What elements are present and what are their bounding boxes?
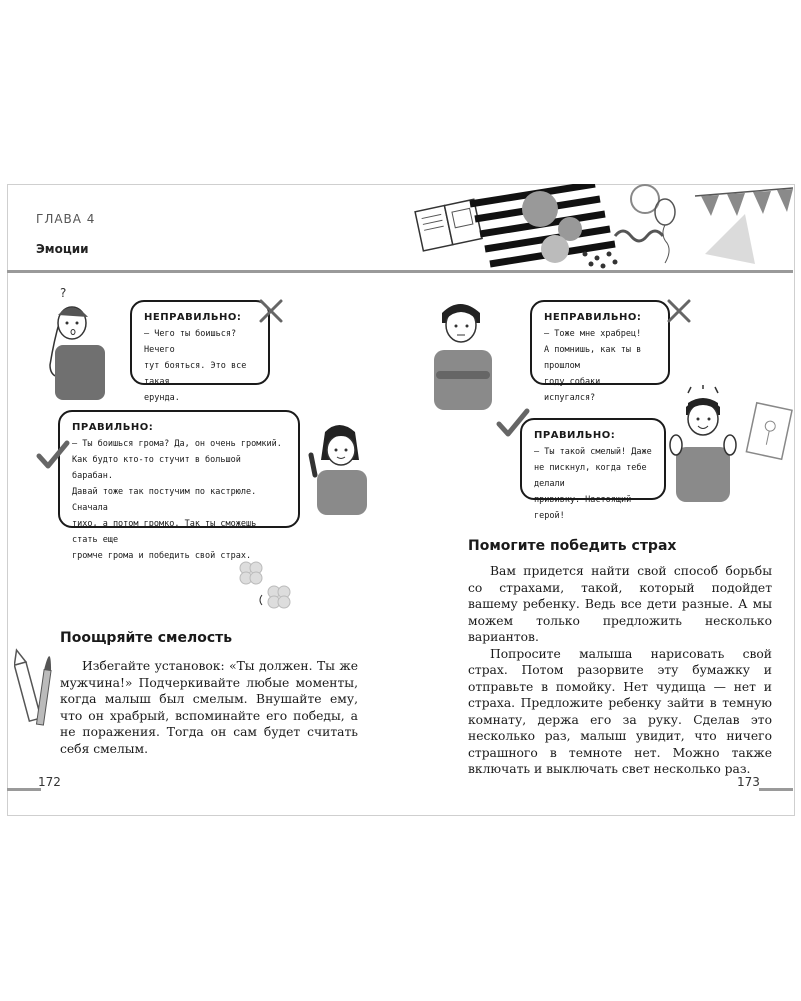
dots-pattern [583,252,618,269]
paragraph-left [60,658,358,757]
smiling-girl-illustration [305,420,370,515]
triangle-decoration [705,214,755,264]
bubble-line: – Тоже мне храбрец! [544,329,642,339]
boy-hands-up-illustration [668,385,738,505]
bubble-line: громче грома и победить свой страх. [72,551,252,561]
bubble-line: Давай тоже так постучим по кастрюле. Сначала [72,487,257,513]
bubble-right-right [520,418,666,521]
bubble-label: НЕПРАВИЛЬНО: [544,312,642,323]
bubble-line: не пискнул, когда тебе делали [534,463,647,489]
bubble-wrong-right [530,300,670,403]
header-decoration [405,184,793,270]
svg-text:?: ? [60,286,67,300]
bubble-line: А помнишь, как ты в прошлом [544,345,642,371]
check-icon [496,408,530,438]
bubble-line: – Ты такой смелый! Даже [534,447,652,457]
boy-crossed-arms-illustration [430,295,495,410]
cross-icon [258,298,284,324]
dot-decoration [541,235,569,263]
bubble-line: – Чего ты боишься? Нечего [144,329,237,355]
bubble-line: году собаки испугался? [544,377,601,403]
bubble-label: ПРАВИЛЬНО: [72,422,154,433]
wave-decoration [615,231,663,241]
chapter-label: ГЛАВА 4 [36,212,96,226]
page-number-left: 172 [38,775,61,789]
bubble-line: – Ты боишься грома? Да, он очень громкий. [72,439,282,449]
cross-icon [666,298,692,324]
footer-rule-left [7,788,41,791]
bubble-label: НЕПРАВИЛЬНО: [144,312,242,323]
page-number-right: 173 [737,775,760,789]
paragraph-right [468,563,772,778]
clover-icon [238,560,293,610]
dot-decoration [522,191,558,227]
bubble-label: ПРАВИЛЬНО: [534,430,616,441]
pencil-brush-icon [14,640,59,730]
header-rule [7,270,793,273]
bubble-wrong-left [130,300,270,403]
bubble-right-left [58,410,300,561]
check-icon [36,440,70,470]
bubble-line: прививку. Настоящий герой! [534,495,632,521]
bunting-icon [695,188,793,216]
heading-defeat-fear: Помогите победить страх [468,538,677,554]
paragraph-text: Вам придется найти свой способ борьбы со страхами, такой, который подойдет вашему ребенку. Ведь все дети разные. А мы можем только предложить несколько вариантов. [468,564,772,644]
footer-rule-right [759,788,793,791]
drawing-paper-icon [745,400,793,465]
bubble-line: тут бояться. Это все такая [144,361,247,387]
bubble-line: Как будто кто-то стучит в большой барабан. [72,455,241,481]
paragraph-text: Избегайте установок: «Ты должен. Ты же мужчина!» Подчеркивайте любые моменты, когда малыш был смелым. Внушайте ему, что он храбрый, вспоминайте его победы, а не поражения. Тогда он сам будет считать себя смелым. [60,659,358,756]
paragraph-text: Попросите малыша нарисовать свой страх. Потом разорвите эту бумажку и отправьте в помойку. Нет чудища — нет и страха. Предложите ребенку зайти в темную комнату, держа его за руку. Сделав это несколько раз, малыш увидит, что ничего страшного в темноте нет. Можно также включать и выключать свет несколько раз. [468,646,772,776]
section-title: Эмоции [36,242,89,256]
bubble-line: ерунда. [144,393,180,403]
heading-encourage-courage: Поощряйте смелость [60,630,233,646]
bubble-line: тихо, а потом громко. Так ты сможешь стать еще [72,519,257,545]
worried-girl-illustration [40,285,108,400]
